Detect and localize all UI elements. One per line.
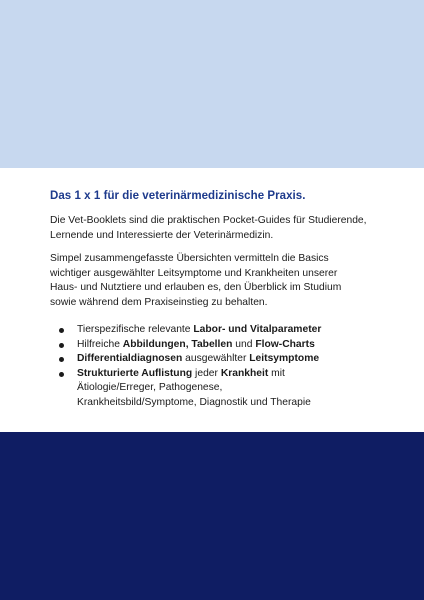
list-item-continuation: Ätiologie/Erreger, Pathogenese, [77, 382, 223, 393]
list-item: Differentialdiagnosen ausgewählter Leitsymptome [50, 352, 380, 367]
bullet-icon [59, 357, 64, 362]
bullet-icon [59, 328, 64, 333]
list-item-continuation: Krankheitsbild/Symptome, Diagnostik und Therapie [77, 396, 311, 408]
heading: Das 1 x 1 für die veterinärmedizinische Praxis. [50, 190, 306, 202]
feature-list [50, 323, 380, 410]
intro-paragraph: Die Vet-Booklets sind die praktischen Pocket-Guides für Studierende, Lernende und Interessierte der Veterinärmedizin. [50, 215, 367, 241]
top-color-band [0, 0, 424, 168]
list-item: Hilfreiche Abbildungen, Tabellen und Flow-Charts [50, 338, 380, 353]
summary-paragraph [50, 252, 380, 310]
bullet-icon [59, 343, 64, 348]
summary-line: wichtiger ausgewählter Leitsymptome und Krankheiten unserer [50, 267, 338, 279]
summary-line: Haus- und Nutztiere und erlauben es, den Überblick im Studium [50, 282, 342, 293]
list-item: Strukturierte Auflistung jeder Krankheit mit Ätiologie/Erreger, Pathogenese, Krankheitsbild/Symptome, Diagnostik und Therapie [50, 367, 380, 411]
summary-line: Simpel zusammengefasste Übersichten vermitteln die Basics [50, 253, 329, 264]
content-area [0, 168, 424, 432]
bullet-icon [59, 372, 64, 377]
summary-line: sowie während dem Praxiseinstieg zu behalten. [50, 296, 268, 308]
list-item: Tierspezifische relevante Labor- und Vitalparameter [50, 323, 380, 338]
bottom-color-band [0, 432, 424, 600]
